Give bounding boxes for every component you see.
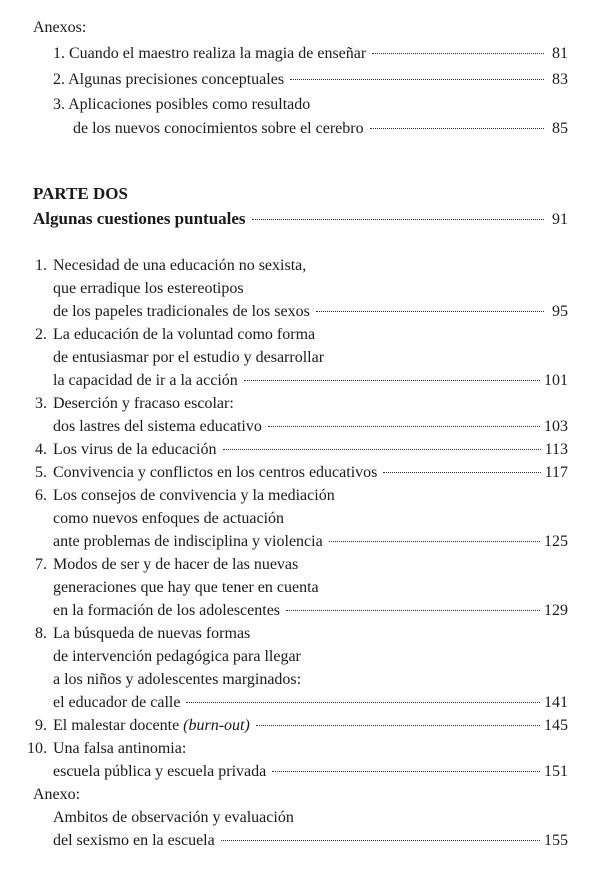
page-number: 145	[544, 717, 568, 734]
dot-leader	[316, 311, 544, 312]
toc-entry[interactable]	[53, 301, 568, 323]
chapter-line	[27, 393, 234, 415]
page-number: 155	[544, 832, 568, 849]
dot-leader	[290, 79, 544, 80]
page-number: 83	[552, 71, 568, 88]
toc-entry[interactable]	[27, 715, 568, 737]
toc-entry[interactable]	[73, 118, 568, 140]
chapter-title: Necesidad de una educación no sexista,	[53, 257, 307, 274]
anexos-heading: Anexos:	[33, 19, 87, 36]
page-number: 141	[544, 694, 568, 711]
part-label: PARTE DOS	[33, 184, 128, 203]
chapter-title: dos lastres del sistema educativo	[53, 418, 262, 435]
chapter-title: El malestar docente	[53, 717, 184, 734]
page-number: 129	[544, 602, 568, 619]
chapter-title: de los papeles tradicionales de los sexos	[53, 303, 310, 320]
dot-leader	[329, 541, 540, 542]
chapter-title: Modos de ser y de hacer de las nuevas	[53, 556, 299, 573]
dot-leader	[256, 725, 540, 726]
chapter-title: La educación de la voluntad como forma	[53, 326, 316, 343]
chapter-line: a los niños y adolescentes marginados:	[53, 671, 302, 688]
chapter-line: como nuevos enfoques de actuación	[53, 510, 285, 527]
dot-leader	[223, 449, 541, 450]
chapter-line	[27, 554, 298, 576]
chapter-number: 4.	[35, 441, 47, 458]
chapter-title: Deserción y fracaso escolar:	[53, 395, 234, 412]
page-number: 113	[544, 441, 568, 458]
page-number: 101	[544, 372, 568, 389]
chapter-title: La búsqueda de nuevas formas	[53, 625, 251, 642]
page-number: 85	[552, 120, 568, 137]
chapter-title: Los consejos de convivencia y la mediación	[53, 487, 335, 504]
page-number: 95	[552, 303, 568, 320]
toc-entry-title: 1. Cuando el maestro realiza la magia de enseñar	[53, 45, 367, 62]
chapter-number: 9.	[35, 717, 47, 734]
dot-leader	[221, 840, 540, 841]
anexo-title: del sexismo en la escuela	[53, 832, 215, 849]
chapter-number: 2.	[35, 326, 47, 343]
anexo-line: Ambitos de observación y evaluación	[53, 809, 294, 826]
dot-leader	[370, 128, 544, 129]
dot-leader	[383, 472, 540, 473]
chapter-line	[27, 485, 335, 507]
dot-leader	[286, 610, 540, 611]
page-number: 125	[544, 533, 568, 550]
chapter-number: 7.	[35, 556, 47, 573]
toc-entry[interactable]	[53, 531, 568, 553]
chapter-line	[27, 623, 250, 645]
dot-leader	[372, 53, 544, 54]
dot-leader	[186, 702, 540, 703]
dot-leader	[252, 219, 544, 220]
toc-entry[interactable]	[53, 416, 568, 438]
chapter-title: Una falsa antinomia:	[53, 740, 187, 757]
part-title-entry[interactable]	[33, 208, 568, 230]
chapter-line	[27, 255, 306, 277]
toc-entry[interactable]	[27, 439, 568, 461]
chapter-number: 5.	[35, 464, 47, 481]
page-number: 81	[552, 45, 568, 62]
chapter-title: Convivencia y conflictos en los centros educativos	[53, 464, 378, 481]
chapter-line	[27, 324, 315, 346]
chapter-line: de intervención pedagógica para llegar	[53, 648, 301, 665]
page-number: 91	[552, 211, 568, 228]
toc-entry-title: 3. Aplicaciones posibles como resultado	[53, 96, 311, 113]
chapter-line: que erradique los estereotipos	[53, 280, 244, 297]
toc-entry[interactable]	[53, 370, 568, 392]
dot-leader	[244, 380, 540, 381]
chapter-line: de entusiasmar por el estudio y desarrollar	[53, 349, 325, 366]
chapter-number: 3.	[35, 395, 47, 412]
toc-entry[interactable]	[27, 462, 568, 484]
page-number: 151	[544, 763, 568, 780]
chapter-line	[21, 738, 186, 760]
toc-entry-title: 2. Algunas precisiones conceptuales	[53, 71, 285, 88]
chapter-title: Los virus de la educación	[53, 441, 217, 458]
dot-leader	[272, 771, 540, 772]
chapter-title-italic: (burn-out)	[183, 717, 250, 734]
toc-entry[interactable]	[53, 830, 568, 852]
chapter-title: la capacidad de ir a la acción	[53, 372, 238, 389]
toc-entry-title: de los nuevos conocimientos sobre el cerebro	[73, 120, 364, 137]
toc-entry[interactable]	[53, 692, 568, 714]
toc-entry[interactable]	[53, 69, 568, 91]
toc-entry[interactable]	[53, 43, 568, 65]
dot-leader	[268, 426, 540, 427]
anexo-heading: Anexo:	[33, 786, 81, 803]
chapter-number: 8.	[35, 625, 47, 642]
chapter-number: 10.	[27, 740, 47, 757]
toc-entry[interactable]	[53, 761, 568, 783]
page-number: 103	[544, 418, 568, 435]
chapter-number: 6.	[35, 487, 47, 504]
chapter-title: escuela pública y escuela privada	[53, 763, 267, 780]
chapter-line: generaciones que hay que tener en cuenta	[53, 579, 319, 596]
chapter-title: el educador de calle	[53, 694, 181, 711]
chapter-title: ante problemas de indisciplina y violencia	[53, 533, 323, 550]
chapter-title: en la formación de los adolescentes	[53, 602, 281, 619]
page-number: 117	[544, 464, 568, 481]
toc-entry[interactable]	[53, 600, 568, 622]
part-title: Algunas cuestiones puntuales	[33, 209, 246, 228]
chapter-number: 1.	[35, 257, 47, 274]
